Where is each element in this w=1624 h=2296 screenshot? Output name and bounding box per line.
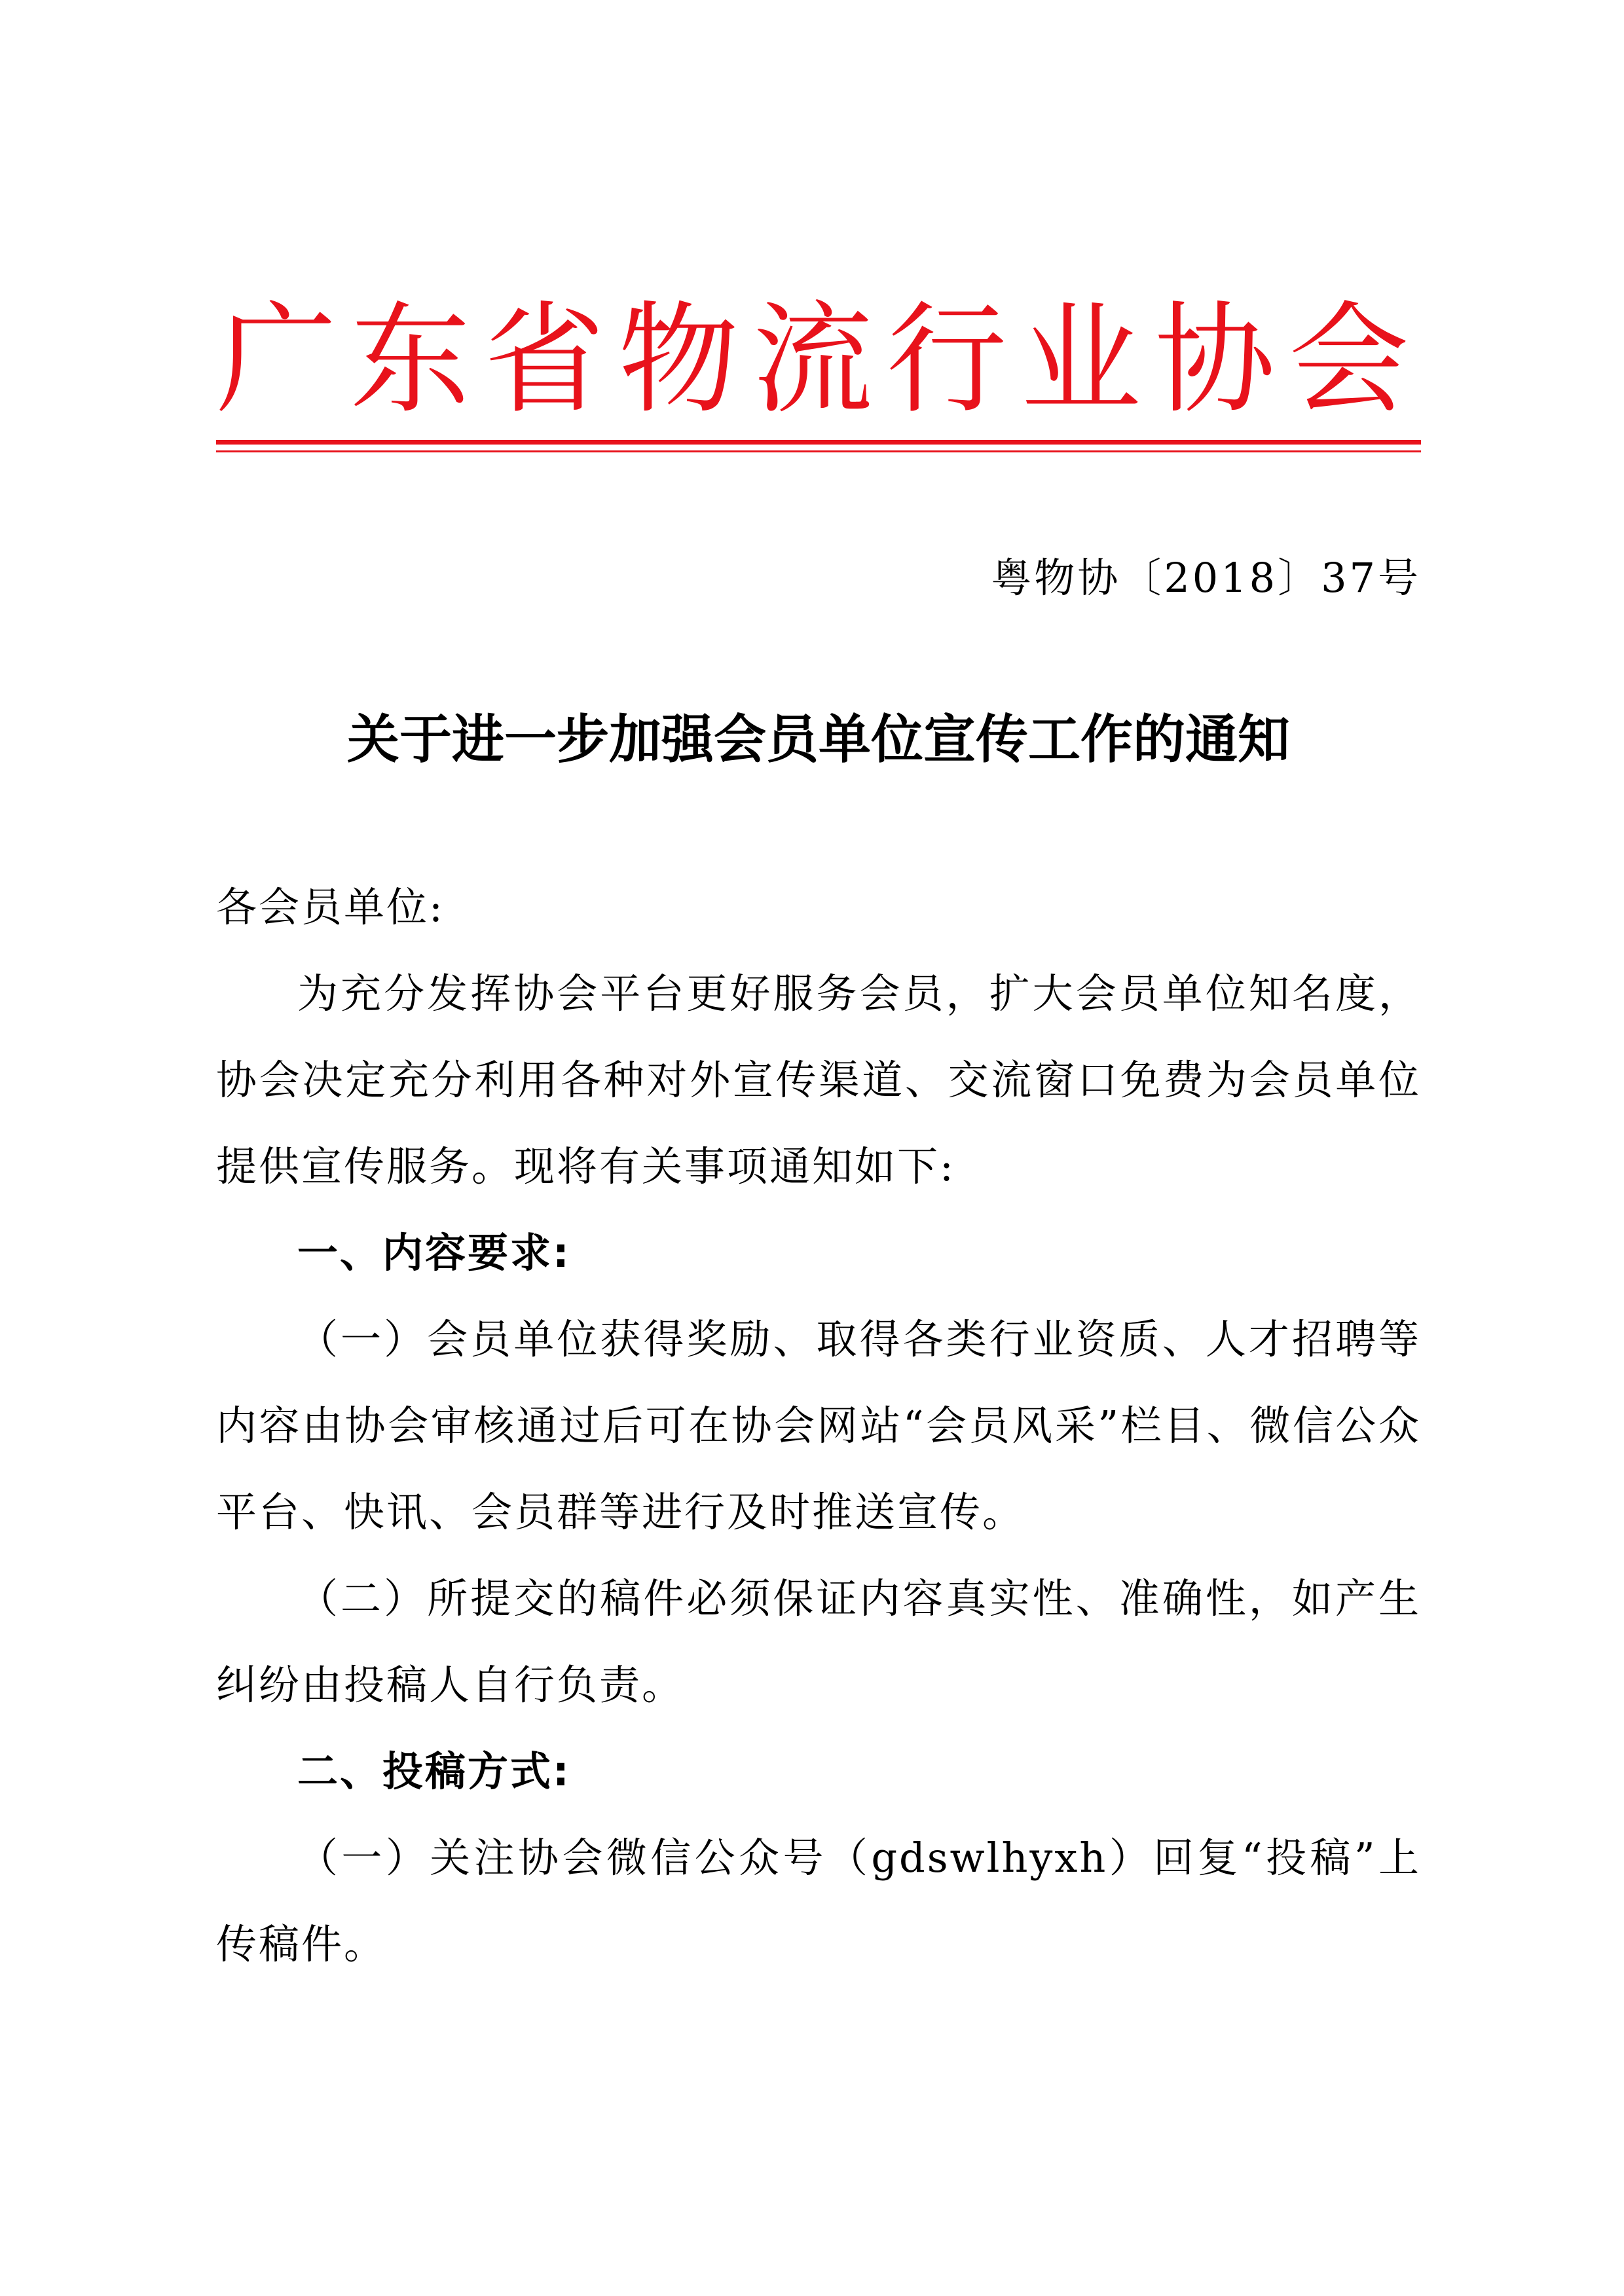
section-2-item-1: （一）关注协会微信公众号（gdswlhyxh）回复“投稿”上传稿件。	[216, 1834, 1421, 1968]
document-title: 关于进一步加强会员单位宣传工作的通知	[347, 709, 1290, 770]
intro-paragraph: 为充分发挥协会平台更好服务会员，扩大会员单位知名度，协会决定充分利用各种对外宣传渠道、交流窗口免费为会员单位提供宣传服务。现将有关事项通知如下:	[216, 970, 1421, 1190]
section-1-item-2: （二）所提交的稿件必须保证内容真实性、准确性，如产生纠纷由投稿人自行负责。	[216, 1575, 1421, 1709]
document-number: 粤物协〔2018〕37号	[991, 554, 1421, 602]
salutation: 各会员单位:	[216, 883, 445, 931]
letterhead-rule-thick	[216, 440, 1421, 445]
organization-letterhead: 广东省物流行业协会	[216, 290, 1421, 430]
letterhead-rule-thin	[216, 450, 1421, 452]
section-1-heading: 一、内容要求:	[297, 1229, 571, 1277]
section-2-heading: 二、投稿方式:	[297, 1747, 571, 1795]
section-1-item-1: （一）会员单位获得奖励、取得各类行业资质、人才招聘等内容由协会审核通过后可在协会网站“会员风采”栏目、微信公众平台、快讯、会员群等进行及时推送宣传。	[216, 1315, 1421, 1536]
document-body	[216, 864, 1421, 1988]
